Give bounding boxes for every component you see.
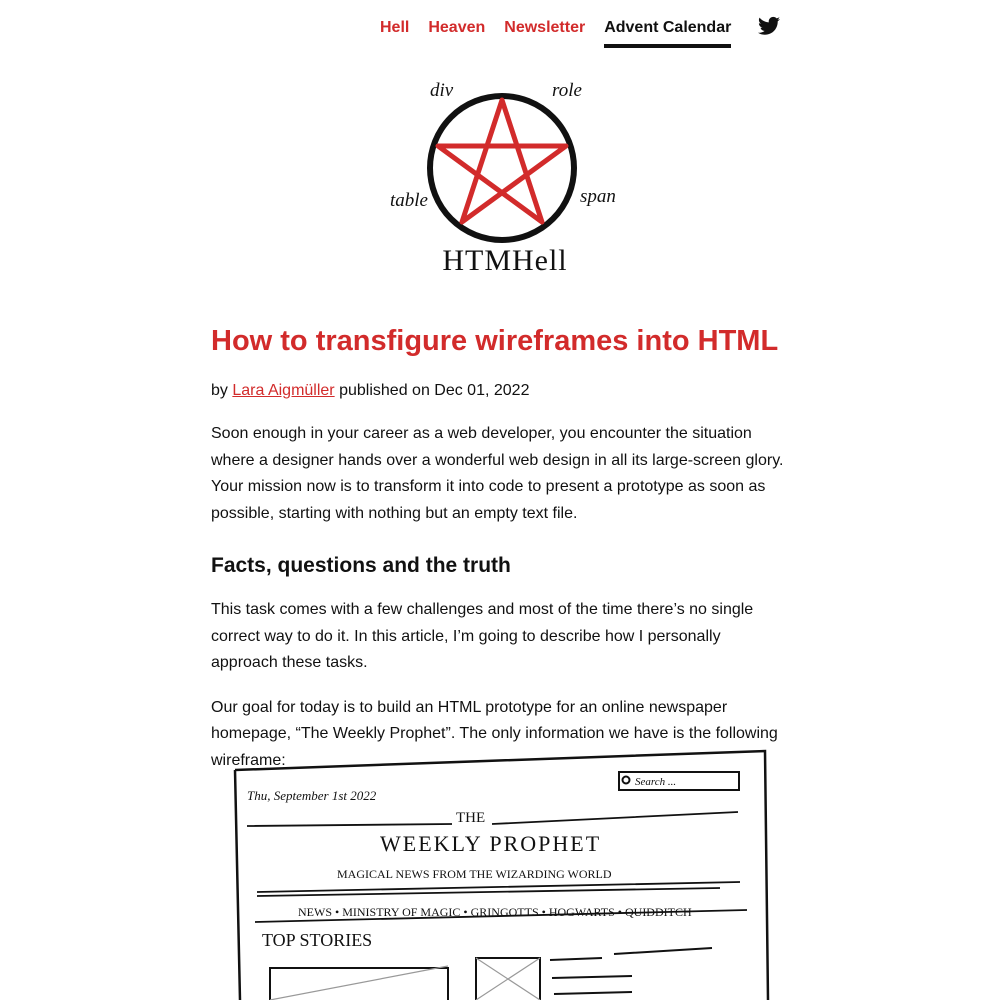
- wireframe-search-icon: [623, 777, 630, 784]
- article: [211, 318, 791, 774]
- twitter-icon[interactable]: [758, 16, 780, 41]
- article-meta: [211, 378, 791, 404]
- wireframe-search-placeholder: Search ...: [635, 776, 677, 788]
- logo-word-span: span: [580, 186, 616, 207]
- pentagram-icon: [424, 90, 580, 246]
- meta-published: published on Dec 01, 2022: [339, 382, 530, 399]
- wireframe-date: Thu, September 1st 2022: [247, 788, 377, 803]
- logo-word-role: role: [552, 80, 582, 101]
- wireframe-nav: NEWS • MINISTRY OF MAGIC • GRINGOTTS • HOGWARTS • QUIDDITCH: [298, 905, 692, 919]
- nav-link-advent-calendar[interactable]: Advent Calendar: [604, 16, 731, 48]
- wireframe-title: WEEKLY PROPHET: [380, 831, 602, 856]
- logo-word-div: div: [430, 80, 454, 101]
- logo-word-table: table: [390, 190, 428, 211]
- section-heading: Facts, questions and the truth: [211, 554, 511, 577]
- intro-paragraph: Soon enough in your career as a web developer, you encounter the situation where a designer hands over a wonderful web design in all its large-screen glory. Your mission now is to transform it into code to present a prototype as soon as possible, starting with nothing but an empty text file.: [211, 425, 784, 522]
- nav-link-hell[interactable]: Hell: [380, 19, 410, 36]
- paragraph-goal: Our goal for today is to build an HTML prototype for an online newspaper homepage, “The Weekly Prophet”. The only information we have is the following wireframe:: [211, 698, 778, 769]
- site-logo[interactable]: [380, 76, 620, 291]
- paragraph-challenges: This task comes with a few challenges and most of the time there’s no single correct way to do it. In this article, I’m going to describe how I personally approach these tasks.: [211, 601, 754, 671]
- main-nav: [380, 16, 800, 50]
- logo-title: HTMHell: [442, 244, 568, 277]
- nav-link-heaven[interactable]: Heaven: [428, 19, 486, 36]
- wireframe-section: TOP STORIES: [262, 930, 373, 950]
- meta-by: by: [211, 382, 228, 399]
- wireframe-the: THE: [456, 810, 486, 826]
- wireframe-image: [230, 748, 770, 1000]
- nav-link-newsletter[interactable]: Newsletter: [504, 19, 586, 36]
- wireframe-tagline: MAGICAL NEWS FROM THE WIZARDING WORLD: [337, 867, 612, 881]
- author-link[interactable]: Lara Aigmüller: [232, 382, 335, 399]
- article-title: How to transfigure wireframes into HTML: [211, 325, 779, 357]
